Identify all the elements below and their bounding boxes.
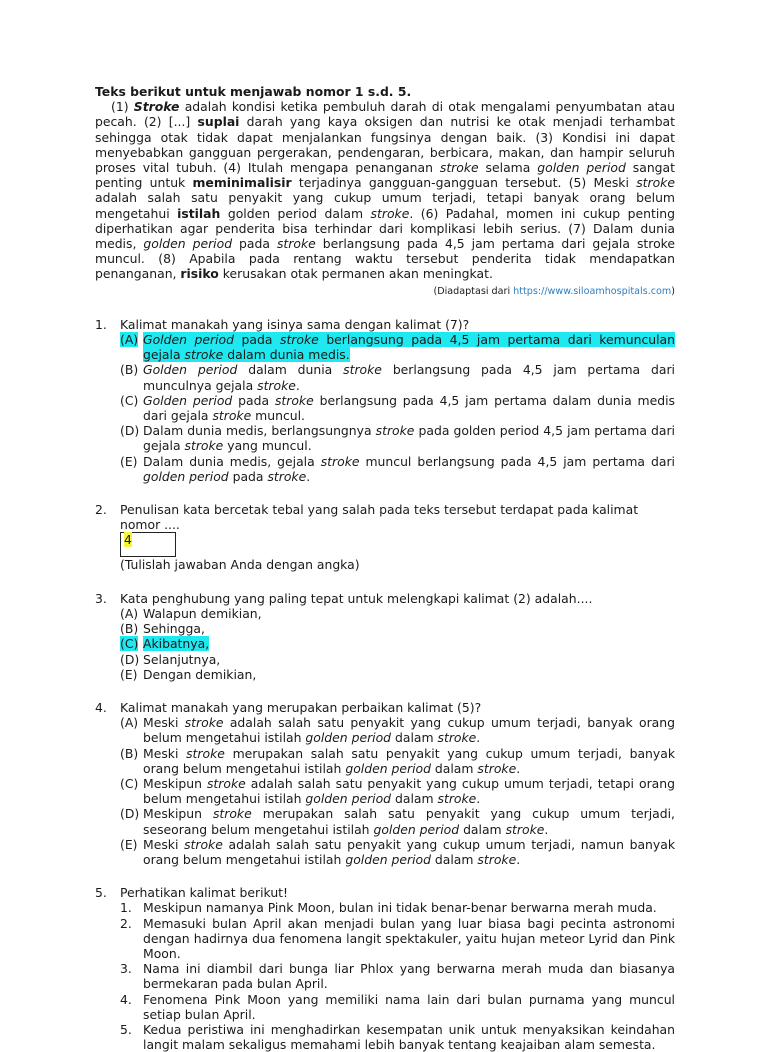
option-b[interactable]: (B) Sehingga,	[120, 621, 205, 637]
document-page	[95, 84, 675, 1052]
sentence-item: 5. Kedua peristiwa ini menghadirkan kesempatan unik untuk menyaksikan keindahan langit malam sekaligus memahami lebih banyak tentang keajaiban alam semesta.	[120, 1021, 675, 1052]
question-4: 4. Kalimat manakah yang merupakan perbaikan kalimat (5)? (A) Meski stroke adalah salah satu penyakit yang cukup umum terjadi, banyak orang belum mengetahui istilah golden period dalam stroke. (B) Meski stroke merupakan salah satu penyakit yang cukup umum terjadi, banyak orang belum mengetahui istilah golden period dalam stroke. (C) Meskipun stroke adalah salah satu penyakit yang cukup umum terjadi, tetapi orang belum mengetahui istilah golden period dalam stroke. (D) Meskipun stroke merupakan salah satu penyakit yang cukup umum terjadi, seseorang belum mengetahui istilah golden period dalam stroke. (E) Meski stroke adalah salah satu penyakit yang cukup umum terjadi, namun banyak orang belum mengetahui istilah golden period dalam stroke.	[95, 699, 676, 867]
option-b[interactable]: (B) Golden period dalam dunia stroke berlangsung pada 4,5 jam pertama dari munculnya gejala stroke.	[120, 362, 675, 393]
question-2: 2. Penulisan kata bercetak tebal yang salah pada teks tersebut terdapat pada kalimat nomor .... 4 (Tulislah jawaban Anda dengan angka)	[95, 502, 675, 573]
option-d[interactable]: (D) Dalam dunia medis, berlangsungnya stroke pada golden period 4,5 jam pertama dari gejala stroke yang muncul.	[120, 423, 675, 454]
question-3: 3. Kata penghubung yang paling tepat untuk melengkapi kalimat (2) adalah.... (A) Walapun demikian, (B) Sehingga, (C) Akibatnya, (D) Selanjutnya, (E) Dengan demikian,	[95, 591, 675, 682]
question-text: Penulisan kata bercetak tebal yang salah pada teks tersebut terdapat pada kalimat nomor ....	[120, 502, 639, 533]
option-c[interactable]: (C) Meskipun stroke adalah salah satu penyakit yang cukup umum terjadi, tetapi orang belum mengetahui istilah golden period dalam stroke.	[120, 775, 675, 807]
sentence-item: 2. Memasuki bulan April akan menjadi bulan yang luar biasa bagi pecinta astronomi dengan hadirnya dua fenomena langit spektakuler, yaitu hujan meteor Lyrid dan Pink Moon.	[120, 915, 675, 961]
option-a[interactable]: (A) Golden period pada stroke berlangsung pada 4,5 jam pertama dari kemunculan gejala stroke dalam dunia medis.	[120, 332, 675, 363]
option-e[interactable]: (E) Meski stroke adalah salah satu penyakit yang cukup umum terjadi, namun banyak orang belum mengetahui istilah golden period dalam stroke.	[120, 836, 675, 867]
option-e[interactable]: (E) Dengan demikian,	[120, 666, 257, 682]
answer-value: 4	[124, 532, 132, 548]
sentence-item: 4. Fenomena Pink Moon yang memiliki nama lain dari bulan purnama yang muncul setiap bulan April.	[120, 991, 675, 1022]
question-text: Kalimat manakah yang isinya sama dengan kalimat (7)?	[120, 316, 470, 332]
question-text: Kata penghubung yang paling tepat untuk melengkapi kalimat (2) adalah....	[120, 590, 593, 606]
option-c[interactable]: (C) Akibatnya,	[120, 636, 210, 652]
source-link[interactable]: https://www.siloamhospitals.com	[513, 285, 672, 297]
source-citation: (Diadaptasi dari https://www.siloamhospitals.com)	[433, 285, 675, 297]
option-d[interactable]: (D) Selanjutnya,	[120, 651, 221, 667]
question-1: 1. Kalimat manakah yang isinya sama dengan kalimat (7)? (A) Golden period pada stroke berlangsung pada 4,5 jam pertama dari kemunculan gejala stroke dalam dunia medis. (B) Golden period dalam dunia stroke berlangsung pada 4,5 jam pertama dari munculnya gejala stroke. (C) Golden period pada stroke berlangsung pada 4,5 jam pertama dalam dunia medis dari gejala stroke muncul. (D) Dalam dunia medis, berlangsungnya stroke pada golden period 4,5 jam pertama dari gejala stroke yang muncul. (E) Dalam dunia medis, gejala stroke muncul berlangsung pada 4,5 jam pertama dari golden period pada stroke.	[95, 316, 675, 484]
option-c[interactable]: (C) Golden period pada stroke berlangsung pada 4,5 jam pertama dalam dunia medis dari gejala stroke muncul.	[120, 392, 675, 424]
answer-hint: (Tulislah jawaban Anda dengan angka)	[120, 557, 360, 573]
sentence-item: 3. Nama ini diambil dari bunga liar Phlox yang berwarna merah muda dan biasanya bermekaran pada bulan April.	[120, 961, 675, 992]
option-a[interactable]: (A) Meski stroke adalah salah satu penyakit yang cukup umum terjadi, banyak orang belum mengetahui istilah golden period dalam stroke.	[120, 715, 675, 746]
option-b[interactable]: (B) Meski stroke merupakan salah satu penyakit yang cukup umum terjadi, banyak orang belum mengetahui istilah golden period dalam stroke.	[120, 745, 676, 776]
question-5: 5. Perhatikan kalimat berikut! 1. Meskipun namanya Pink Moon, bulan ini tidak benar-benar berwarna merah muda. 2. Memasuki bulan April akan menjadi bulan yang luar biasa bagi pecinta astronomi dengan hadirnya dua fenomena langit spektakuler, yaitu hujan meteor Lyrid dan Pink Moon. 3. Nama ini diambil dari bunga liar Phlox yang berwarna merah muda dan biasanya bermekaran pada bulan April. 4. Fenomena Pink Moon yang memiliki nama lain dari bulan purnama yang muncul setiap bulan April. 5. Kedua peristiwa ini menghadirkan kesempatan unik untuk menyaksikan keindahan langit malam sekaligus memahami lebih banyak tentang keajaiban alam semesta.	[95, 885, 675, 1052]
passage-heading: Teks berikut untuk menjawab nomor 1 s.d. 5.	[95, 84, 412, 99]
sentence-item: 1. Meskipun namanya Pink Moon, bulan ini tidak benar-benar berwarna merah muda.	[120, 900, 657, 916]
reading-passage: (1) Stroke adalah kondisi ketika pembuluh darah di otak mengalami penyumbatan atau pecah. (2) [...] suplai darah yang kaya oksigen dan nutrisi ke otak menjadi terhambat sehingga otak tidak dapat menjalankan fungsinya dengan baik. (3) Kondisi ini dapat menyebabkan gangguan pergerakan, pendengaran, berbicara, makan, dan hampir seluruh proses vital tubuh. (4) Itulah mengapa penanganan stroke selama golden period sangat penting untuk meminimalisir terjadinya gangguan-gangguan tersebut. (5) Meski stroke adalah salah satu penyakit yang cukup umum terjadi, tetapi banyak orang belum mengetahui istilah golden period dalam stroke. (6) Padahal, momen ini cukup penting diperhatikan agar penderita bisa terhindar dari komplikasi lebih serius. (7) Dalam dunia medis, golden period pada stroke berlangsung pada 4,5 jam pertama dari gejala stroke muncul. (8) Apabila pada rentang waktu tersebut penderita tidak mendapatkan penanganan, risiko kerusakan otak permanen akan meningkat.	[95, 99, 676, 282]
question-text: Perhatikan kalimat berikut!	[120, 885, 289, 901]
answer-input[interactable]	[120, 532, 176, 557]
option-e[interactable]: (E) Dalam dunia medis, gejala stroke muncul berlangsung pada 4,5 jam pertama dari golden period pada stroke.	[120, 453, 675, 484]
option-d[interactable]: (D) Meskipun stroke merupakan salah satu penyakit yang cukup umum terjadi, seseorang belum mengetahui istilah golden period dalam stroke.	[120, 806, 675, 837]
option-a[interactable]: (A) Walapun demikian,	[120, 605, 262, 621]
question-text: Kalimat manakah yang merupakan perbaikan kalimat (5)?	[120, 699, 482, 715]
